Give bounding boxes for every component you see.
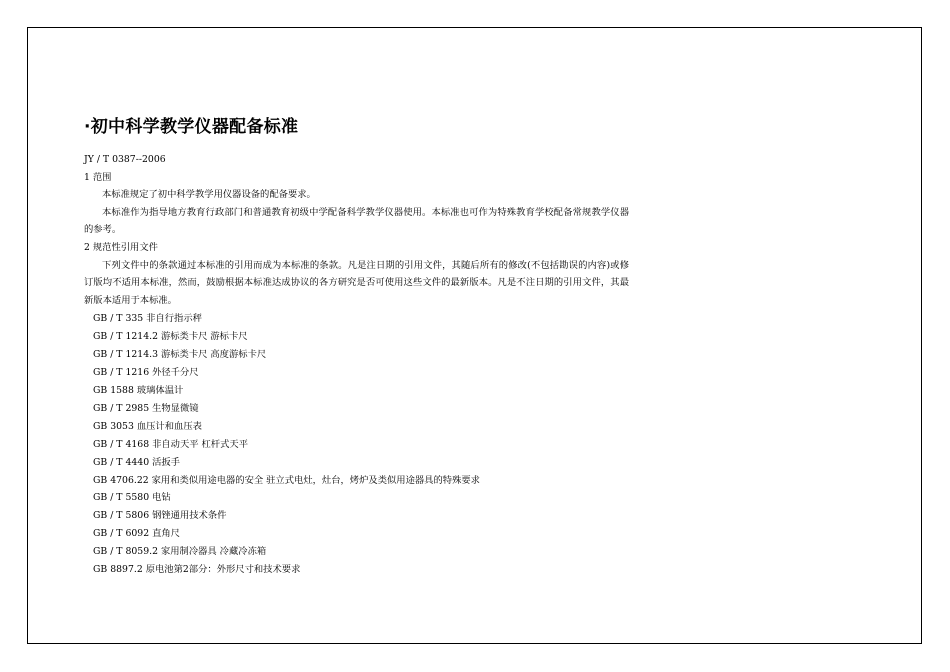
reference-item: GB 1588 玻璃体温计 (93, 384, 184, 396)
reference-item: GB / T 8059.2 家用制冷器具 冷藏冷冻箱 (93, 546, 267, 558)
reference-item: GB 4706.22 家用和类似用途电器的安全 驻立式电灶，灶台，烤炉及类似用途器具的特殊要求 (93, 474, 480, 486)
references-paragraph: 下列文件中的条款通过本标准的引用而成为本标准的条款。凡是注日期的引用文件，其随后所有的修改(不包括勘误的内容)或修订版均不适用本标准，然而，鼓励根据本标准达成协议的各方研究是否可使用这些文件的最新版本。凡是不注日期的引用文件，其最新版本适用于本标准。 (84, 259, 629, 306)
scope-paragraph-2: 本标准作为指导地方教育行政部门和普通教育初级中学配备科学教学仪器使用。本标准也可作为特殊教育学校配备常规教学仪器的参考。 (84, 206, 629, 236)
section-heading-references: 2 规范性引用文件 (84, 241, 158, 253)
reference-item: GB / T 2985 生物显微镜 (93, 402, 199, 414)
scope-paragraph-1: 本标准规定了初中科学教学用仪器设备的配备要求。 (102, 189, 316, 201)
reference-item: GB / T 1216 外径千分尺 (93, 367, 199, 379)
section-heading-scope: 1 范围 (84, 171, 112, 183)
document-page (27, 27, 922, 644)
reference-item: GB / T 335 非自行指示秤 (93, 313, 202, 325)
document-content (84, 112, 644, 579)
reference-item: GB / T 5806 钢锉通用技术条件 (93, 510, 227, 522)
reference-item: GB 8897.2 原电池第2部分：外形尺寸和技术要求 (93, 564, 301, 576)
reference-item: GB / T 6092 直角尺 (93, 528, 180, 540)
reference-item: GB / T 5580 电钻 (93, 492, 171, 504)
reference-item: GB / T 1214.2 游标类卡尺 游标卡尺 (93, 331, 248, 343)
document-title: ·初中科学教学仪器配备标准 (84, 117, 299, 137)
reference-list (84, 310, 644, 579)
reference-item: GB / T 4440 活扳手 (93, 456, 180, 468)
reference-item: GB 3053 血压计和血压表 (93, 420, 202, 432)
reference-item: GB / T 1214.3 游标类卡尺 高度游标卡尺 (93, 349, 267, 361)
reference-item: GB / T 4168 非自动天平 杠杆式天平 (93, 438, 248, 450)
standard-code: JY / T 0387--2006 (84, 154, 166, 165)
